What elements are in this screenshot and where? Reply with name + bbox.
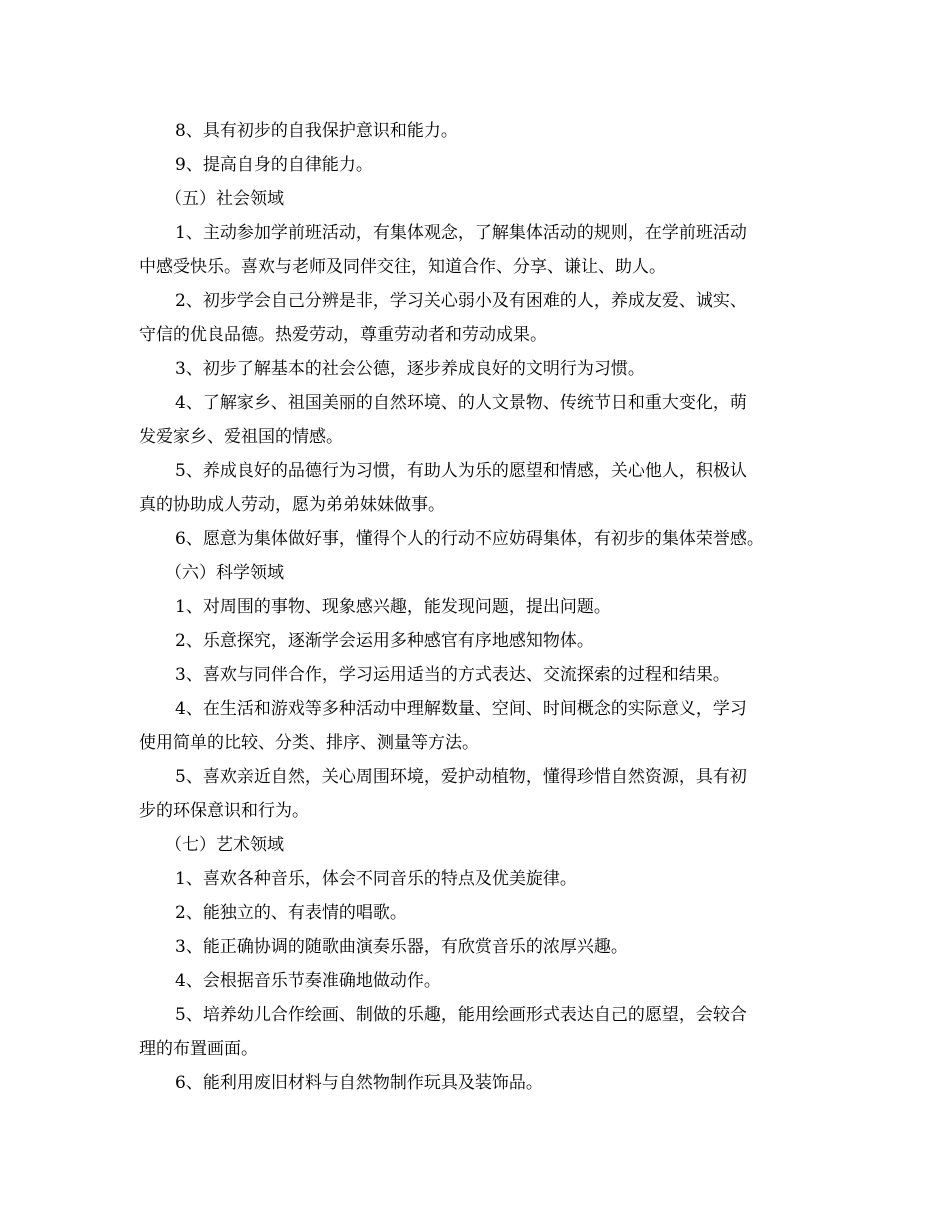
body-line: 真的协助成人劳动，愿为弟弟妹妹做事。 <box>139 495 445 515</box>
body-line: 3、喜欢与同伴合作，学习运用适当的方式表达、交流探索的过程和结果。 <box>175 665 730 685</box>
body-line: 1、对周围的事物、现象感兴趣，能发现问题，提出问题。 <box>175 597 611 617</box>
body-line: 6、愿意为集体做好事，懂得个人的行动不应妨碍集体，有初步的集体荣誉感。 <box>175 529 764 549</box>
body-line: 1、喜欢各种音乐，体会不同音乐的特点及优美旋律。 <box>175 869 577 889</box>
body-line: 发爱家乡、爱祖国的情感。 <box>139 427 343 447</box>
body-line: 2、初步学会自己分辨是非，学习关心弱小及有困难的人，养成友爱、诚实、 <box>175 291 747 311</box>
body-line: 理的布置画面。 <box>139 1039 258 1059</box>
body-line: 6、能利用废旧材料与自然物制作玩具及装饰品。 <box>175 1073 543 1093</box>
body-line: 使用简单的比较、分类、排序、测量等方法。 <box>139 733 479 753</box>
body-line: 8、具有初步的自我保护意识和能力。 <box>175 121 458 141</box>
body-line: 步的环保意识和行为。 <box>139 801 309 821</box>
section-heading-social: （五）社会领域 <box>165 189 284 209</box>
section-heading-art: （七）艺术领域 <box>165 835 284 855</box>
body-line: 5、培养幼儿合作绘画、制做的乐趣，能用绘画形式表达自己的愿望，会较合 <box>175 1005 747 1025</box>
body-line: 2、能独立的、有表情的唱歌。 <box>175 903 407 923</box>
body-line: 2、乐意探究，逐渐学会运用多种感官有序地感知物体。 <box>175 631 594 651</box>
body-line: 5、养成良好的品德行为习惯，有助人为乐的愿望和情感，关心他人，积极认 <box>175 461 747 481</box>
body-line: 4、在生活和游戏等多种活动中理解数量、空间、时间概念的实际意义，学习 <box>175 699 747 719</box>
body-line: 4、会根据音乐节奏准确地做动作。 <box>175 971 441 991</box>
document-body <box>139 114 815 1100</box>
body-line: 1、主动参加学前班活动，有集体观念，了解集体活动的规则，在学前班活动 <box>175 223 747 243</box>
body-line: 9、提高自身的自律能力。 <box>175 155 373 175</box>
body-line: 3、能正确协调的随歌曲演奏乐器，有欣赏音乐的浓厚兴趣。 <box>175 937 628 957</box>
body-line: 5、喜欢亲近自然，关心周围环境，爱护动植物，懂得珍惜自然资源，具有初 <box>175 767 747 787</box>
body-line: 4、了解家乡、祖国美丽的自然环境、的人文景物、传统节日和重大变化，萌 <box>175 393 747 413</box>
body-line: 3、初步了解基本的社会公德，逐步养成良好的文明行为习惯。 <box>175 359 645 379</box>
body-line: 守信的优良品德。热爱劳动，尊重劳动者和劳动成果。 <box>139 325 547 345</box>
section-heading-science: （六）科学领域 <box>165 563 284 583</box>
body-line: 中感受快乐。喜欢与老师及同伴交往，知道合作、分享、谦让、助人。 <box>139 257 666 277</box>
